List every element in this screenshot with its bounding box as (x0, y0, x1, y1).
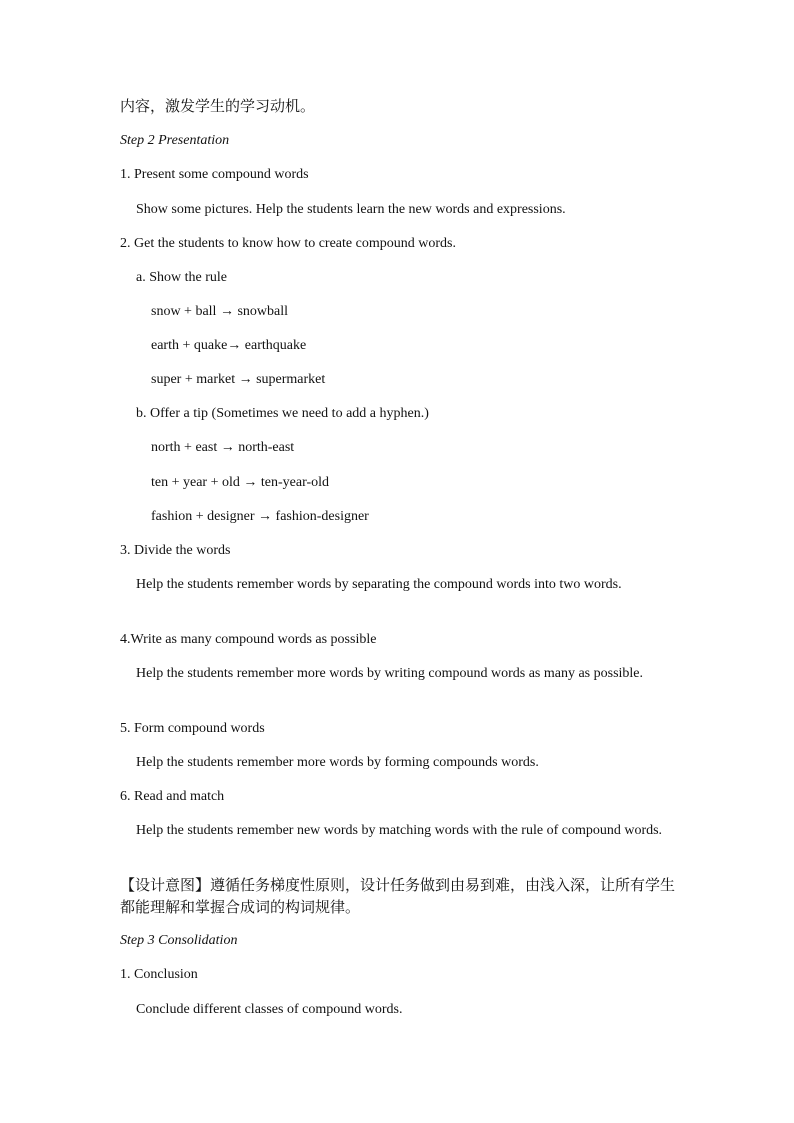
step3-heading: Step 3 Consolidation (120, 933, 238, 948)
tip-example-3: fashion + designer → fashion-designer (151, 509, 369, 524)
intro-text: 内容，激发学生的学习动机。 (120, 97, 316, 115)
item5-title: 5. Form compound words (120, 721, 265, 736)
tip-example-1: north + east → north-east (151, 440, 295, 455)
item4-title: 4.Write as many compound words as possible (120, 632, 377, 647)
rule-example-2: earth + quake→ earthquake (151, 338, 307, 353)
item6-title: 6. Read and match (120, 789, 225, 804)
item4-desc: Help the students remember more words by writing compound words as many as possible. (136, 666, 644, 681)
tip-example-2: ten + year + old → ten-year-old (151, 475, 330, 490)
rule-example-1: snow + ball → snowball (151, 304, 288, 319)
rule-example-3: super + market → supermarket (151, 372, 326, 387)
item3-desc: Help the students remember words by separating the compound words into two words. (136, 577, 622, 592)
item1-title: 1. Present some compound words (120, 167, 309, 182)
item2-title: 2. Get the students to know how to create compound words. (120, 236, 456, 251)
item5-desc: Help the students remember more words by forming compounds words. (136, 755, 539, 770)
step3-item1-title: 1. Conclusion (120, 967, 198, 982)
item1-desc: Show some pictures. Help the students learn the new words and expressions. (136, 202, 566, 217)
item3-title: 3. Divide the words (120, 543, 231, 558)
step2-heading: Step 2 Presentation (120, 133, 230, 148)
design-intent: 【设计意图】遵循任务梯度性原则，设计任务做到由易到难，由浅入深，让所有学生都能理解和掌握合成词的构词规律。 (120, 876, 676, 916)
item2a-title: a. Show the rule (136, 270, 227, 285)
item6-desc: Help the students remember new words by matching words with the rule of compound words. (136, 823, 663, 838)
item2b-title: b. Offer a tip (Sometimes we need to add a hyphen.) (136, 406, 429, 421)
step3-item1-desc: Conclude different classes of compound words. (136, 1002, 403, 1017)
